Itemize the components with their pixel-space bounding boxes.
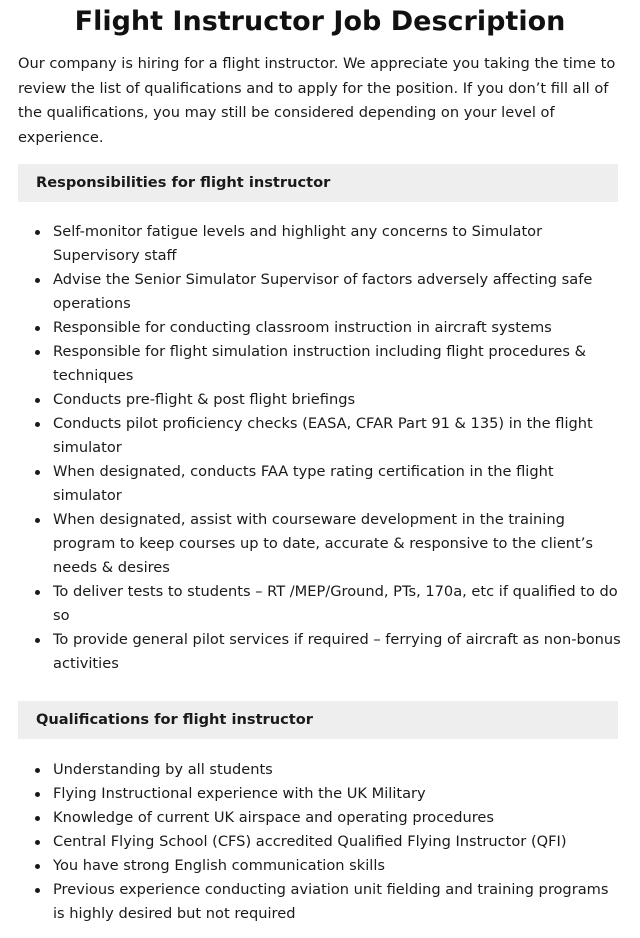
list-item-text: Responsible for flight simulation instruction including flight procedures & techniques [53,343,587,384]
list-item-text: Self-monitor fatigue levels and highlight any concerns to Simulator Supervisory staff [53,223,543,264]
list-item [18,388,622,412]
bullet-icon [35,768,40,773]
list-item [18,412,622,460]
list-item [18,508,622,580]
list-item [18,628,622,676]
bullet-icon [35,864,40,869]
bullet-icon [35,278,40,283]
bullet-icon [35,590,40,595]
list-item [18,268,622,316]
bullet-icon [35,840,40,845]
responsibilities-heading: Responsibilities for flight instructor [18,164,618,202]
list-item [18,220,622,268]
page-title: Flight Instructor Job Description [74,6,566,37]
list-item [18,758,622,782]
bullet-icon [35,422,40,427]
list-item [18,878,622,926]
responsibilities-list [18,220,622,676]
bullet-icon [35,350,40,355]
list-item-text: Previous experience conducting aviation unit fielding and training programs is highly desired but not required [53,881,609,922]
list-item [18,316,622,340]
list-item [18,460,622,508]
list-item-text: Understanding by all students [53,761,273,778]
list-item-text: Central Flying School (CFS) accredited Qualified Flying Instructor (QFI) [53,833,567,850]
list-item [18,830,622,854]
list-item-text: To provide general pilot services if required – ferrying of aircraft as non-bonus activities [53,631,621,672]
qualifications-heading: Qualifications for flight instructor [18,701,618,739]
list-item-text: To deliver tests to students – RT /MEP/Ground, PTs, 170a, etc if qualified to do so [53,583,618,624]
list-item-text: Conducts pre-flight & post flight briefings [53,391,356,408]
list-item-text: When designated, assist with courseware development in the training program to keep courses up to date, accurate & responsive to the client’s needs & desires [53,511,594,576]
list-item [18,782,622,806]
bullet-icon [35,816,40,821]
bullet-icon [35,888,40,893]
list-item-text: You have strong English communication skills [53,857,385,874]
list-item-text: Advise the Senior Simulator Supervisor of factors adversely affecting safe operations [53,271,593,312]
qualifications-list [18,758,622,926]
list-item [18,854,622,878]
bullet-icon [35,398,40,403]
bullet-icon [35,638,40,643]
list-item-text: When designated, conducts FAA type rating certification in the flight simulator [53,463,554,504]
list-item [18,580,622,628]
bullet-icon [35,792,40,797]
list-item [18,340,622,388]
bullet-icon [35,326,40,331]
list-item-text: Conducts pilot proficiency checks (EASA, CFAR Part 91 & 135) in the flight simulator [53,415,593,456]
list-item-text: Knowledge of current UK airspace and operating procedures [53,809,494,826]
bullet-icon [35,518,40,523]
list-item [18,806,622,830]
list-item-text: Responsible for conducting classroom instruction in aircraft systems [53,319,552,336]
list-item-text: Flying Instructional experience with the UK Military [53,785,426,802]
bullet-icon [35,470,40,475]
intro-paragraph: Our company is hiring for a flight instructor. We appreciate you taking the time to review the list of qualifications and to apply for the position. If you don’t fill all of the qualifications, you may still be considered depending on your level of experience. [18,55,616,146]
bullet-icon [35,230,40,235]
